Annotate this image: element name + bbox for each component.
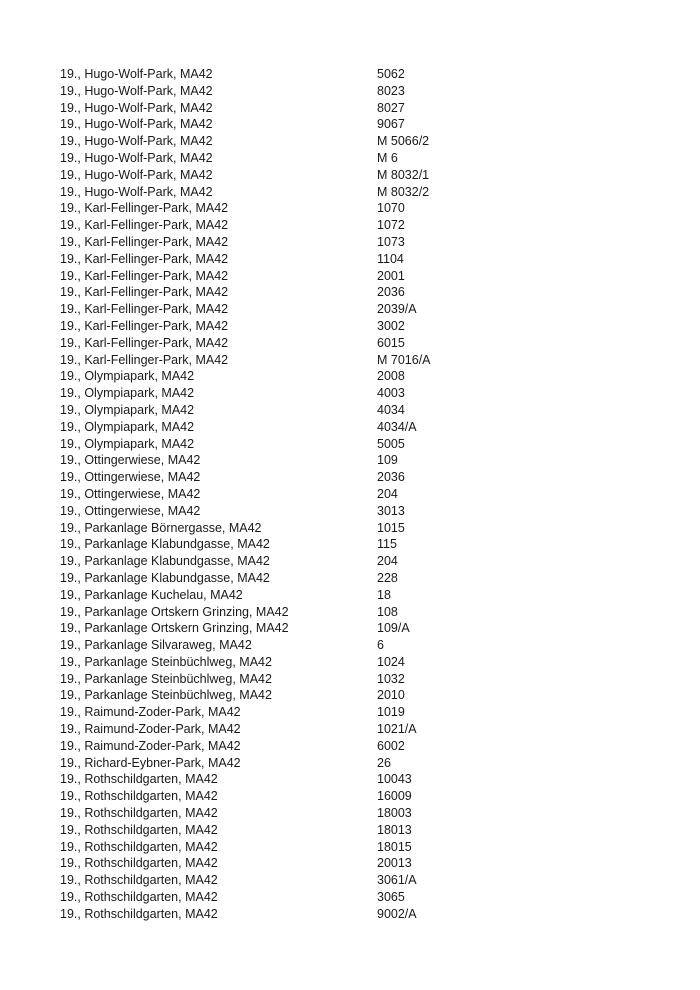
inventory-number-cell: 109/A bbox=[377, 621, 410, 636]
table-row bbox=[60, 687, 660, 704]
inventory-number-cell: M 7016/A bbox=[377, 352, 431, 367]
inventory-number-cell: 5005 bbox=[377, 436, 405, 451]
location-cell: 19., Karl-Fellinger-Park, MA42 bbox=[60, 302, 229, 317]
location-cell: 19., Rothschildgarten, MA42 bbox=[60, 806, 218, 821]
table-row bbox=[60, 402, 660, 419]
location-cell: 19., Parkanlage Steinbüchlweg, MA42 bbox=[60, 688, 272, 703]
table-row bbox=[60, 284, 660, 301]
inventory-number-cell: 4034 bbox=[377, 402, 405, 417]
inventory-number-cell: 26 bbox=[377, 755, 391, 770]
location-cell: 19., Parkanlage Kuchelau, MA42 bbox=[60, 587, 243, 602]
inventory-number-cell: 18003 bbox=[377, 806, 412, 821]
location-cell: 19., Raimund-Zoder-Park, MA42 bbox=[60, 705, 241, 720]
location-cell: 19., Parkanlage Steinbüchlweg, MA42 bbox=[60, 654, 272, 669]
location-cell: 19., Hugo-Wolf-Park, MA42 bbox=[60, 167, 213, 182]
location-cell: 19., Hugo-Wolf-Park, MA42 bbox=[60, 150, 213, 165]
inventory-number-cell: M 8032/2 bbox=[377, 184, 430, 199]
inventory-number-cell: 228 bbox=[377, 570, 398, 585]
table-row bbox=[60, 503, 660, 520]
table-row bbox=[60, 66, 660, 83]
table-row bbox=[60, 167, 660, 184]
location-cell: 19., Hugo-Wolf-Park, MA42 bbox=[60, 83, 213, 98]
table-row bbox=[60, 200, 660, 217]
table-row bbox=[60, 637, 660, 654]
location-cell: 19., Rothschildgarten, MA42 bbox=[60, 822, 218, 837]
location-cell: 19., Hugo-Wolf-Park, MA42 bbox=[60, 67, 213, 81]
inventory-number-cell: 1072 bbox=[377, 218, 405, 233]
location-cell: 19., Olympiapark, MA42 bbox=[60, 386, 195, 401]
inventory-number-cell: 1073 bbox=[377, 234, 405, 249]
inventory-number-cell: 3002 bbox=[377, 318, 405, 333]
location-cell: 19., Karl-Fellinger-Park, MA42 bbox=[60, 318, 229, 333]
inventory-number-cell: 18015 bbox=[377, 839, 412, 854]
location-cell: 19., Parkanlage Steinbüchlweg, MA42 bbox=[60, 671, 272, 686]
location-cell: 19., Parkanlage Börnergasse, MA42 bbox=[60, 520, 262, 535]
inventory-number-cell: 115 bbox=[377, 537, 397, 552]
table-row bbox=[60, 217, 660, 234]
table-row bbox=[60, 822, 660, 839]
table-row bbox=[60, 805, 660, 822]
table-row bbox=[60, 721, 660, 738]
table-row bbox=[60, 855, 660, 872]
location-cell: 19., Hugo-Wolf-Park, MA42 bbox=[60, 134, 213, 149]
table-row bbox=[60, 268, 660, 285]
table-row bbox=[60, 352, 660, 369]
location-cell: 19., Ottingerwiese, MA42 bbox=[60, 503, 201, 518]
inventory-number-cell: 2036 bbox=[377, 470, 405, 485]
location-cell: 19., Rothschildgarten, MA42 bbox=[60, 856, 218, 871]
inventory-number-cell: 10043 bbox=[377, 772, 412, 787]
table-row bbox=[60, 704, 660, 721]
location-cell: 19., Olympiapark, MA42 bbox=[60, 419, 195, 434]
location-cell: 19., Olympiapark, MA42 bbox=[60, 369, 195, 384]
inventory-number-cell: 1070 bbox=[377, 201, 405, 216]
table-row bbox=[60, 184, 660, 201]
table-row bbox=[60, 318, 660, 335]
location-cell: 19., Hugo-Wolf-Park, MA42 bbox=[60, 184, 213, 199]
location-cell: 19., Rothschildgarten, MA42 bbox=[60, 772, 218, 787]
location-cell: 19., Karl-Fellinger-Park, MA42 bbox=[60, 251, 229, 266]
inventory-number-cell: 1104 bbox=[377, 251, 404, 266]
inventory-number-cell: 1019 bbox=[377, 705, 405, 720]
table-row bbox=[60, 654, 660, 671]
location-cell: 19., Ottingerwiese, MA42 bbox=[60, 470, 201, 485]
inventory-number-cell: 1021/A bbox=[377, 722, 417, 737]
location-cell: 19., Karl-Fellinger-Park, MA42 bbox=[60, 234, 229, 249]
inventory-number-cell: 4003 bbox=[377, 386, 405, 401]
table-row bbox=[60, 671, 660, 688]
inventory-number-cell: 1015 bbox=[377, 520, 405, 535]
park-inventory-list bbox=[60, 66, 660, 923]
table-row bbox=[60, 771, 660, 788]
inventory-number-cell: 109 bbox=[377, 453, 398, 468]
table-row bbox=[60, 553, 660, 570]
inventory-number-cell: M 5066/2 bbox=[377, 134, 430, 149]
table-row bbox=[60, 469, 660, 486]
inventory-number-cell: 8023 bbox=[377, 83, 405, 98]
table-row bbox=[60, 620, 660, 637]
location-cell: 19., Karl-Fellinger-Park, MA42 bbox=[60, 285, 229, 300]
location-cell: 19., Richard-Eybner-Park, MA42 bbox=[60, 755, 241, 770]
table-row bbox=[60, 301, 660, 318]
location-cell: 19., Parkanlage Klabundgasse, MA42 bbox=[60, 537, 270, 552]
location-cell: 19., Karl-Fellinger-Park, MA42 bbox=[60, 268, 229, 283]
inventory-number-cell: 2008 bbox=[377, 369, 405, 384]
table-row bbox=[60, 368, 660, 385]
inventory-number-cell: 3013 bbox=[377, 503, 405, 518]
location-cell: 19., Parkanlage Ortskern Grinzing, MA42 bbox=[60, 621, 289, 636]
table-row bbox=[60, 116, 660, 133]
location-cell: 19., Parkanlage Klabundgasse, MA42 bbox=[60, 570, 270, 585]
location-cell: 19., Parkanlage Klabundgasse, MA42 bbox=[60, 554, 270, 569]
table-row bbox=[60, 385, 660, 402]
table-row bbox=[60, 587, 660, 604]
inventory-number-cell: 2039/A bbox=[377, 302, 417, 317]
inventory-number-cell: 2001 bbox=[377, 268, 405, 283]
location-cell: 19., Karl-Fellinger-Park, MA42 bbox=[60, 352, 229, 367]
inventory-number-cell: 1024 bbox=[377, 654, 405, 669]
table-row bbox=[60, 486, 660, 503]
location-cell: 19., Parkanlage Ortskern Grinzing, MA42 bbox=[60, 604, 289, 619]
table-row bbox=[60, 755, 660, 772]
inventory-number-cell: M 6 bbox=[377, 150, 398, 165]
inventory-number-cell: 1032 bbox=[377, 671, 405, 686]
location-cell: 19., Rothschildgarten, MA42 bbox=[60, 789, 218, 804]
inventory-number-cell: 2036 bbox=[377, 285, 405, 300]
location-cell: 19., Raimund-Zoder-Park, MA42 bbox=[60, 738, 241, 753]
location-cell: 19., Karl-Fellinger-Park, MA42 bbox=[60, 218, 229, 233]
table-row bbox=[60, 872, 660, 889]
table-row bbox=[60, 335, 660, 352]
location-cell: 19., Raimund-Zoder-Park, MA42 bbox=[60, 722, 241, 737]
table-row bbox=[60, 100, 660, 117]
inventory-number-cell: M 8032/1 bbox=[377, 167, 430, 182]
inventory-number-cell: 8027 bbox=[377, 100, 405, 115]
inventory-number-cell: 6002 bbox=[377, 738, 405, 753]
table-row bbox=[60, 570, 660, 587]
inventory-number-cell: 16009 bbox=[377, 789, 412, 804]
table-row bbox=[60, 788, 660, 805]
inventory-number-cell: 20013 bbox=[377, 856, 412, 871]
table-row bbox=[60, 251, 660, 268]
table-row bbox=[60, 738, 660, 755]
table-row bbox=[60, 604, 660, 621]
table-row bbox=[60, 83, 660, 100]
table-row bbox=[60, 419, 660, 436]
inventory-number-cell: 108 bbox=[377, 604, 398, 619]
inventory-number-cell: 3061/A bbox=[377, 873, 417, 888]
table-row bbox=[60, 436, 660, 453]
inventory-number-cell: 3065 bbox=[377, 890, 405, 905]
location-cell: 19., Ottingerwiese, MA42 bbox=[60, 453, 201, 468]
inventory-number-cell: 204 bbox=[377, 554, 398, 569]
location-cell: 19., Rothschildgarten, MA42 bbox=[60, 906, 218, 921]
table-row bbox=[60, 234, 660, 251]
table-row bbox=[60, 906, 660, 923]
inventory-number-cell: 2010 bbox=[377, 688, 405, 703]
location-cell: 19., Ottingerwiese, MA42 bbox=[60, 486, 201, 501]
inventory-number-cell: 204 bbox=[377, 486, 398, 501]
table-row bbox=[60, 150, 660, 167]
inventory-number-cell: 9067 bbox=[377, 117, 405, 132]
inventory-number-cell: 4034/A bbox=[377, 419, 417, 434]
table-row bbox=[60, 536, 660, 553]
inventory-number-cell: 18 bbox=[377, 587, 391, 602]
location-cell: 19., Olympiapark, MA42 bbox=[60, 436, 195, 451]
location-cell: 19., Rothschildgarten, MA42 bbox=[60, 839, 218, 854]
location-cell: 19., Hugo-Wolf-Park, MA42 bbox=[60, 100, 213, 115]
location-cell: 19., Hugo-Wolf-Park, MA42 bbox=[60, 117, 213, 132]
location-cell: 19., Karl-Fellinger-Park, MA42 bbox=[60, 335, 229, 350]
location-cell: 19., Karl-Fellinger-Park, MA42 bbox=[60, 201, 229, 216]
table-row bbox=[60, 133, 660, 150]
inventory-number-cell: 9002/A bbox=[377, 906, 417, 921]
inventory-number-cell: 5062 bbox=[377, 67, 405, 81]
location-cell: 19., Olympiapark, MA42 bbox=[60, 402, 195, 417]
location-cell: 19., Rothschildgarten, MA42 bbox=[60, 873, 218, 888]
location-cell: 19., Rothschildgarten, MA42 bbox=[60, 890, 218, 905]
table-row bbox=[60, 520, 660, 537]
location-cell: 19., Parkanlage Silvaraweg, MA42 bbox=[60, 638, 252, 653]
table-row bbox=[60, 452, 660, 469]
inventory-number-cell: 6015 bbox=[377, 335, 405, 350]
table-row bbox=[60, 839, 660, 856]
inventory-number-cell: 6 bbox=[377, 638, 384, 653]
table-row bbox=[60, 889, 660, 906]
inventory-number-cell: 18013 bbox=[377, 822, 412, 837]
